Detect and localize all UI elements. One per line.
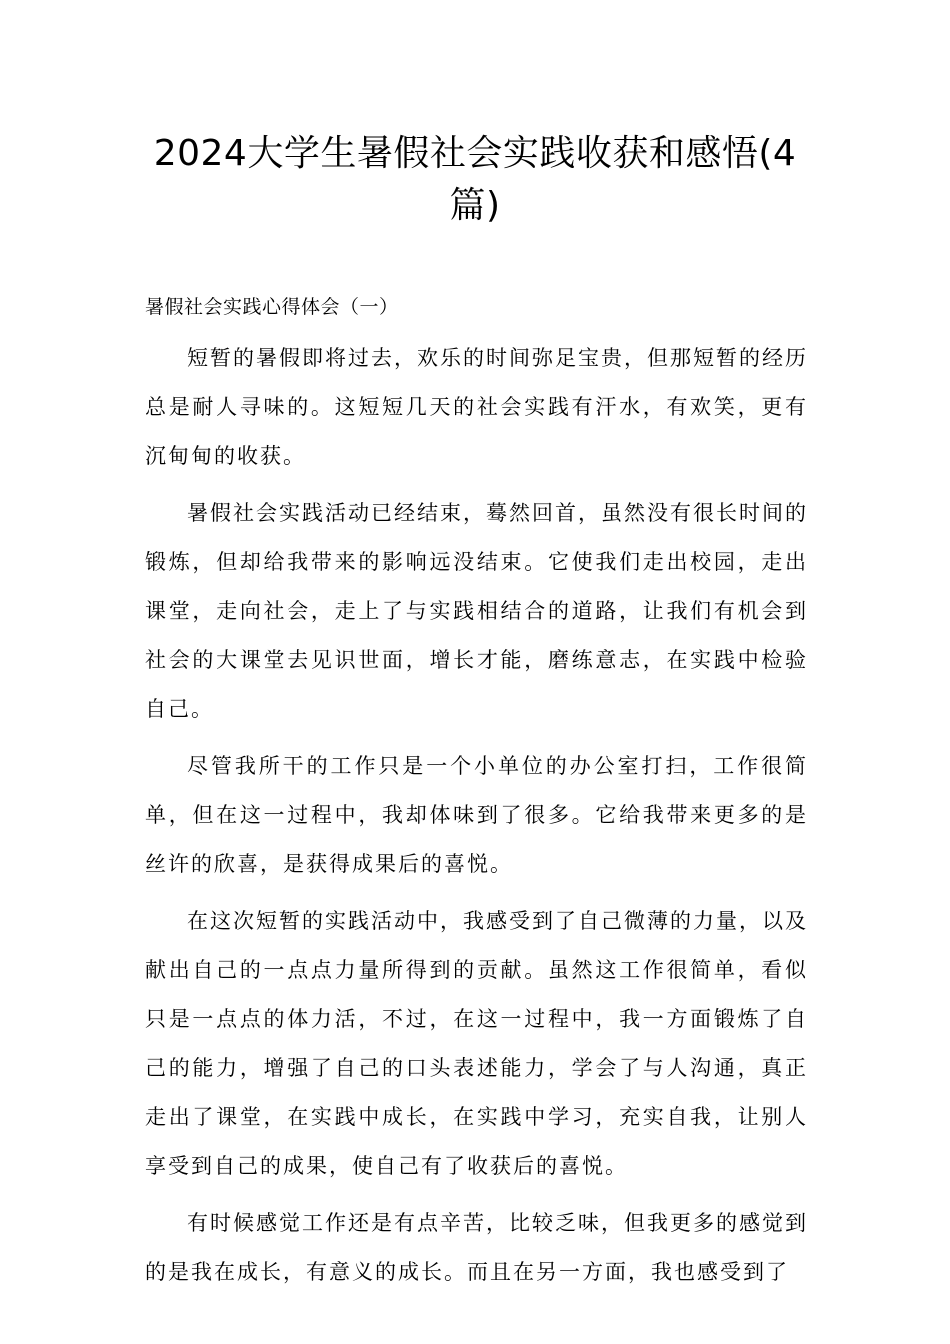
paragraph-5: 有时候感觉工作还是有点辛苦，比较乏味，但我更多的感觉到的是我在成长，有意义的成长。而且在另一方面，我也感受到了	[145, 1211, 808, 1284]
paragraph-3: 尽管我所干的工作只是一个小单位的办公室打扫，工作很简单，但在这一过程中，我却体味到了很多。它给我带来更多的是丝许的欣喜，是获得成果后的喜悦。	[145, 754, 808, 876]
document-body	[145, 283, 808, 1305]
document-title: 2024大学生暑假社会实践收获和感悟(4篇)	[153, 133, 797, 226]
paragraph-4: 在这次短暂的实践活动中，我感受到了自己微薄的力量，以及献出自己的一点点力量所得到的贡献。虽然这工作很简单，看似只是一点点的体力活，不过，在这一过程中，我一方面锻炼了自己的能力，增强了自己的口头表述能力，学会了与人沟通，真正走出了课堂，在实践中成长，在实践中学习，充实自我，让别人享受到自己的成果，使自己有了收获后的喜悦。	[145, 909, 808, 1178]
paragraph-2: 暑假社会实践活动已经结束，蓦然回首，虽然没有很长时间的锻炼，但却给我带来的影响远没结束。它使我们走出校园，走出课堂，走向社会，走上了与实践相结合的道路，让我们有机会到社会的大课堂去见识世面，增长才能，磨练意志，在实践中检验自己。	[145, 501, 808, 721]
paragraph-1: 短暂的暑假即将过去，欢乐的时间弥足宝贵，但那短暂的经历总是耐人寻味的。这短短几天的社会实践有汗水，有欢笑，更有沉甸甸的收获。	[145, 346, 808, 468]
section-heading: 暑假社会实践心得体会（一）	[145, 296, 399, 318]
